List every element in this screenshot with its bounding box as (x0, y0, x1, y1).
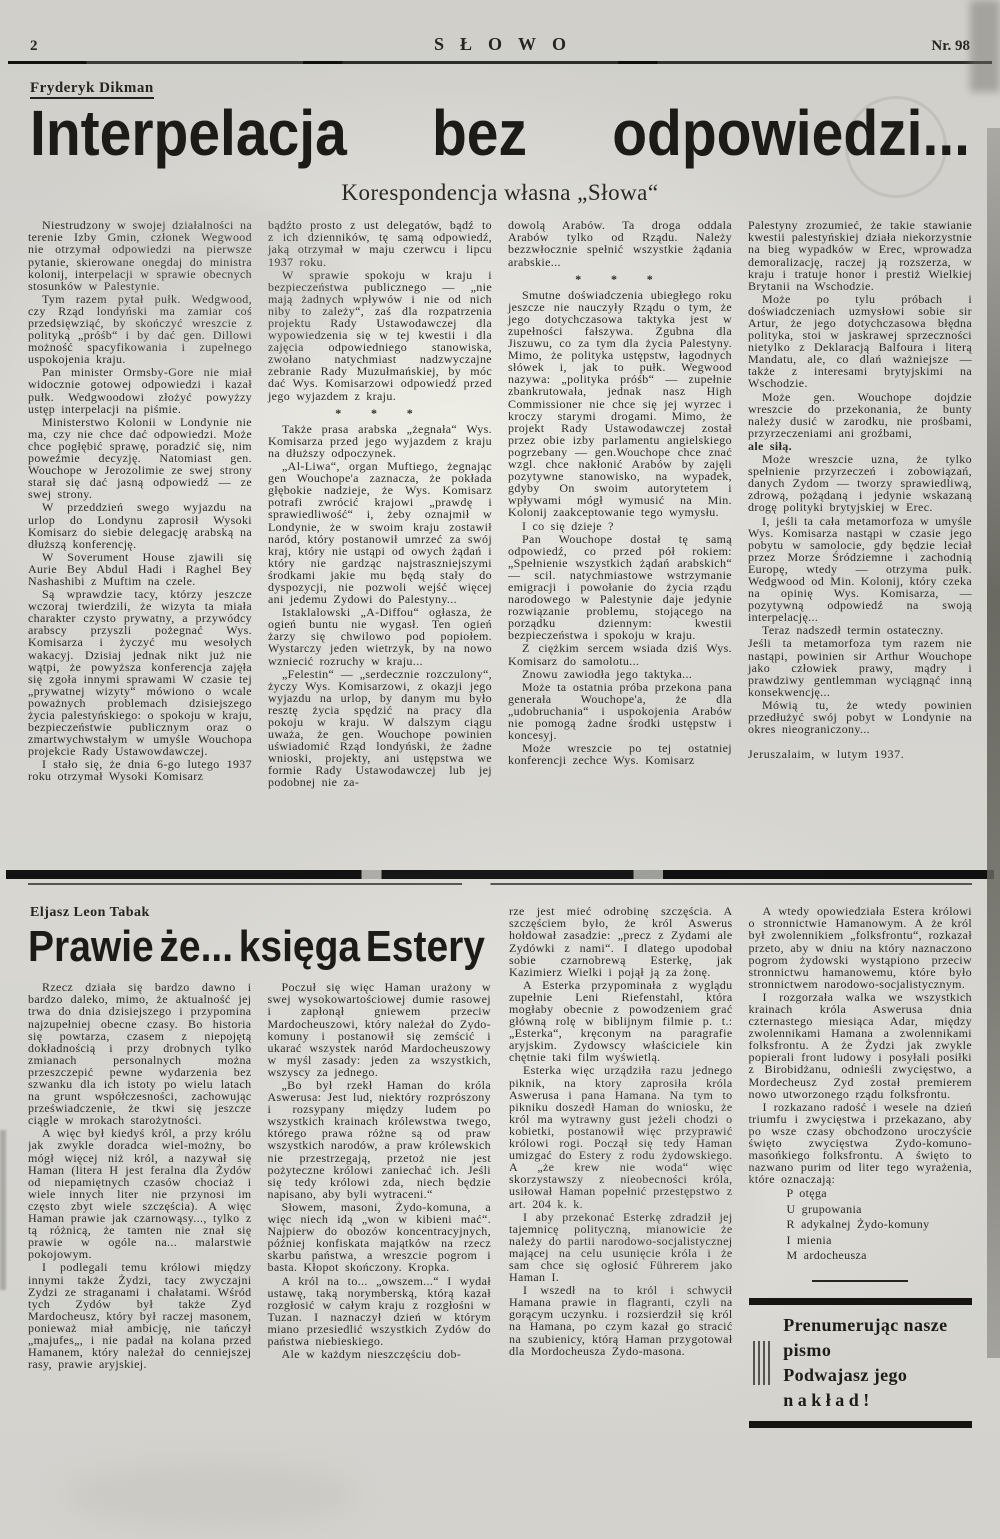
paragraph: P otęga (786, 1186, 827, 1201)
paragraph: ale siłą. (748, 438, 792, 453)
headline-word: Prawie (28, 923, 154, 972)
article2-body (0, 899, 1000, 1465)
paragraph: Może po tylu próbach i doświadczeniach uzmysłowi sobie sir Artur, że jego dotychczasowa błędna polityka, stoi w jaskrawej sprzeczności nietylko z Deklaracją Balfoura i literą Mandatu, ale, co dlań ważniejsze — także z interesami brytyjskimi na Wschodzie. (748, 291, 972, 391)
paragraph: Esterka więc urządziła razu jednego piknik, na ktory zaprosiła króla Aswerusa i pana Hamana. Na tym to pikniku doszedł Haman do wniosku, że król ma wytrawny gust jeżeli chodzi o kobietki, postanowił więc przyprawić królowi rogi. Począł się tedy Haman umizgać do Estery z rodu żydowskiego. A „że krew nie woda“ więc skorzystawszy z nieobecności króla, usiłował Haman popełnić przestępstwo z art. 204 k. k. (509, 1063, 733, 1211)
article2-column-2 (268, 981, 492, 1465)
paragraph: Z ciężkim sercem wsiada dziś Wys. Komisarz do samolotu... (508, 641, 732, 668)
article1-column-4 (748, 219, 972, 861)
paragraph: Palestyny zrozumieć, że takie stawianie kwestii palestyńskiej działa niekorzystnie na bieg wypadków w Erec, wprowadza demoralizację, raczej ją rozszerza, w kraju i tratuje honor i prestiż Wielkiej Brytanii na Wschodzie. (748, 219, 972, 293)
section-divider (6, 870, 994, 879)
paragraph: Smutne doświadczenia ubiegłego roku jeszcze nie nauczyły Rządu o tym, że jego dotychczasowa taktyka jest w zupełności fałszywa. Zgubna dla Jiszuwu, co za tym dla życia Palestyny. Mimo, że polityka ustępstw, łagodnych słówek i, jak to pułk. Wegwood nazywa: „polityka próśb“ — zupełnie zbankrutowała, jednak nasz High Commissioner nie chce się jej wyrzec i kroczy starymi drogami. Mimo, że projekt Rady Ustawodawczej został przez obie izby parlamentu angielskiego pogrzebany — gen.Wouchope chce znać wzgl. chce nakłonić Arabów by zajęli pozytywne stanowisko, na wypadek, gdyby On swoim autorytetem i wpływami mógł wymusić na Min. Kolonij zaakceptowanie tego wymysłu. (508, 287, 732, 520)
headline-word: Interpelacja (30, 97, 347, 170)
paragraph: A wtedy opowiedziała Estera królowi o stronnictwie Hamanowym. A że król był zwolennikiem „folksfrontu“, rozkazał przeto, aby w dniu na który naznaczono pogrom żydowski wystąpiono przeciw stronnictwu hamanowemu, które było stronnictwem narodowo-socjalistycznym. (748, 904, 972, 991)
header-rule (8, 61, 992, 64)
headline-word: bez (431, 97, 528, 170)
paragraph: rze jest mieć odrobinę szczęścia. A szczęściem było, że król Aswerus hołdował zasadzie: „precz z Zydami ale Zydówki z nami“. I dlatego upodobał sobie czarnobrewą Esterkę, jak Kazimierz Wielki i pojął ją za żonę. (509, 904, 733, 979)
article2-right-half (509, 899, 972, 1465)
paragraph: I podlegali temu królowi między innymi także Żydzi, tacy zwyczajni Zydzi ze straganami i chałatami. Wśród tych Zydów był także Zyd Mardocheusz, który był raczej masonem, ponieważ miał ambicję, nie tańczył „majufes„, i nie padał na kolana przed Hamanem, który należał do cenniejszej rasy, prawie aryjskiej. (28, 1260, 252, 1372)
article1-body (0, 219, 1000, 861)
article1-byline: Fryderyk Dikman (30, 80, 154, 99)
article1-byline-row (30, 79, 1000, 97)
article2-left-columns (28, 981, 491, 1465)
paragraph: bądźto prosto z ust delegatów, bądź to z ich dzienników, tę samą odpowiedź, jaką otrzymał w maju czerwcu i lipcu 1937 roku. (268, 219, 492, 269)
article2-right-columns (509, 899, 972, 1465)
article2-column-4 (749, 905, 973, 1264)
ad-content (749, 1305, 973, 1421)
paragraph: Ale w każdym nieszczęściu dob- (281, 1347, 462, 1362)
paragraph: A król na to... „owszem...“ I wydał ustawę, taką norymberską, którą kazał rozgłosić w całym kraju z rozgłośni w Tuzan. I naznaczył dzień w którym miano przesiedlić wszystkich Zydów do państwa niebieskiego. (267, 1273, 491, 1348)
paragraph: Pan Wouchope dostał tę samą odpowiedź, co przed pół rokiem: „Spełnienie wszystkich żądań arabskich“ — scil. natychmiastowe wstrzymanie emigracji i powołanie do życia rządu narodowego w Palestynie daje jedynie rozwiązanie problemu, stojącego na porządku dziennym: kwestii bezpieczeństwa i spokoju w kraju. (508, 531, 732, 643)
paragraph: * * * (335, 405, 425, 420)
paragraph: Jeruszalaim, w lutym 1937. (748, 747, 905, 762)
paragraph: Są wprawdzie tacy, którzy jeszcze wczoraj twierdzili, że wizyta ta miała charakter czysto prywatny, a przywódcy arabscy przyszli pożegnać Wys. Komisarza i życzyć mu wesołych wakacyj. Dzisiaj jednak nikt już nie wątpi, że powyższa konferencja zajęła się zgoła innymi sprawami W czasie tej „prywatnej wizyty“ mówiono o wcale poważnych problemach dzisiejszego życia palestyńskiego: o spokoju w kraju, bezpieczeństwie publicznym oraz o zmartwychwstałym w umyśle Wouchopa projekcie Rady Ustawowdawczej. (28, 587, 252, 759)
paragraph: W przeddzień swego wyjazdu na urlop do Londynu zaprosił Wysoki Komisarz do siebie delegację arabską na dłuższą konferencję. (28, 500, 252, 551)
paragraph: R adykalnej Żydo-komuny (786, 1217, 930, 1232)
paragraph: Znowu zawiodła jego taktyka... (522, 666, 693, 681)
paragraph: Istaklalowski „A-Diffou“ ogłasza, że ogień buntu nie wygasł. Ten ogień żarzy się chwilowo pod popiołem. Wystarczy jeden wietrzyk, by na nowo wzniecić rozruchy w kraju... (268, 605, 492, 668)
paragraph: Tym razem pytał pułk. Wedgwood, czy Rząd londyński ma zamiar coś przedsięwziąć, by skończyć wreszcie z polityką „próśb“ i by dać gen. Dillowi możność spacyfikowania i zupełnego uspokojenia kraju. (28, 291, 252, 367)
article2-left-half (28, 899, 491, 1465)
hatch-decoration (753, 1341, 772, 1385)
paragraph: I mienia (786, 1232, 832, 1247)
paragraph: I stało się, że dnia 6-go lutego 1937 roku otrzymał Wysoki Komisarz (28, 757, 252, 784)
paragraph: Może wreszcie po tej ostatniej konferencji zechce Wys. Komisarz (508, 741, 732, 768)
subscription-ad (749, 1298, 973, 1428)
ad-line2-emphasis: nakład! (783, 1389, 874, 1410)
paragraph: Niestrudzony w swojej działalności na terenie Izby Gmin, członek Wegwood nie otrzymał odpowiedzi na pierwsze pytanie, skierowane onegdaj do ministra kolonij, interpelacji w sprawie obecnych stosunków w Palestynie. (28, 219, 252, 293)
paragraph: I, jeśli ta cała metamorfoza w umyśle Wys. Komisarza nastąpi w czasie jego pobytu w samolocie, gdy będzie leciał przez Morze Śródziemne i zachodnią Europę, wtedy — otrzyma pułk. Wedgwood od Min. Kolonij, który czeka na opinię Wys. Komisarza, — pozytywną odpowiedź na swoją interpelację... (748, 513, 972, 625)
paragraph: Ministerstwo Kolonii w Londynie nie ma, czy nie chce dać odpowiedzi. Może chce pogłębić sprawę, poradzić się, nim poweźmie decyzję. Natomiast gen. Wouchope w Jerozolimie ze swej strony starał się dać jasną odpowiedź — ze swej strony. (28, 414, 252, 502)
article2-column-4-wrap (749, 905, 973, 1465)
scan-smudge (60, 1460, 360, 1530)
issue-number: Nr. 98 (931, 38, 970, 54)
paragraph: Poczuł się więc Haman urażony w swej wysokowartościowej dumie rasowej i zapłonął gniewem przeciw Mardocheuszowi, który należał do Zydo-komuny i postanowił się zemścić i ukarać wszystek naród Mardocheuszowy w myśl zasady: jeden za wszystkich, wszyscy za jednego. (267, 981, 491, 1079)
paragraph: A więc był kiedyś król, a przy królu jak zwykle doradca wiel-możny, bo mógł więcej niż król, a nazywał się Haman (litera H jest feralna dla Żydów od niepamiętnych czasów chociaż i wiele innych liter nie przynosi im często zbyt wiele szczęścia). A więc Haman prawie jak czarnowąsy..., tylko z tą różnicą, że tamten nie znał się prawie w ogóle na... malarstwie pokojowym. (28, 1126, 252, 1262)
paragraph: Może gen. Wouchope dojdzie wreszcie do przekonania, że bunty należy dusić w zarodku, nie prośbami, przyrzeczeniami ani groźbami, (748, 389, 972, 440)
masthead-title: SŁOWO (433, 34, 583, 54)
article1-column-3 (508, 219, 732, 861)
paragraph: dowolą Arabów. Ta droga oddala Arabów tylko od Rządu. Należy bezzwłocznie spełnić wszystkie żądania arabskie... (508, 219, 732, 269)
paragraph: Może wreszcie uzna, że tylko spełnienie przyrzeczeń i zobowiązań, danych Zydom — tworzy sprawiedliwą, zdrową, pożądaną i jedynie wskazaną drogę polityki brytyjskiej w Erec. (748, 452, 972, 515)
paragraph: I co się dzieje ? (522, 518, 614, 533)
ad-line2 (783, 1363, 970, 1413)
article2-column-1 (28, 981, 252, 1465)
headline-word: Estery (365, 923, 485, 972)
paragraph: Mówią tu, że wtedy powinien przedłużyć swój pobyt w Londynie na okres nieograniczony... (748, 697, 972, 737)
paragraph: I wszedł na to król i schwycił Hamana prawie in flagranti, czyli na gorącym uczynku. i rozsierdził się król na Hamana, po czym kazał go stracić na szubienicy, którą Haman przygotował dla Mordocheusza Zydo-masona. (509, 1283, 733, 1358)
headline-word: że... (159, 923, 234, 972)
end-rule (812, 1280, 908, 1282)
paragraph: W Soverument House zjawili się Aurie Bey Abdul Hadi i Raghel Bey Nashashibi z Muftim na czele. (28, 549, 252, 588)
paragraph: Także prasa arabska „żegnała“ Wys. Komisarza przed jego wyjazdem z kraju na dłuższy odpoczynek. (268, 421, 492, 460)
page-number: 2 (30, 38, 38, 54)
paragraph: Rzecz działa się bardzo dawno i bardzo daleko, mimo, że aktualność jej trwa do dnia dzisiejszego i przypomina najzupełniej obecne czasy. Bo historia się powtarza, czasem z niepojętą dokładnością i przy drobnych tylko zmianach personalnych można przeszczepić pewne wydarzenia bez szwanku dla ich istoty po wielu latach na grunt współczesności, zachowując przeświadczenie, że tkwi się jeszcze ciągle w mrokach starożytności. (28, 981, 252, 1128)
paragraph: „Bo był rzekł Haman do króla Aswerusa: Jest lud, niektóry rozprószony i rozsypany między ludem po wszystkich krainach królewstwa twego, którego prawa różne są od praw wszystkich narodów, a praw królewskich nie przestrzegają, przetoż nie jest pożyteczne królowi zaniechać ich. Jeśli się tedy królowi zda, niech będzie napisano, aby byli wytraceni.“ (267, 1078, 491, 1201)
article1-subtitle: Korespondencja własna „Słowa“ (341, 180, 659, 206)
article2-column-3 (509, 905, 733, 1465)
article1-title (30, 97, 970, 170)
paragraph: I rozkazano radość i wesele na dzień triumfu i zwycięstwa i przekazano, aby po wsze czasy obchodzono uroczyście święto zwycięstwa Zydo-komuno-masońkiego folksfrontu. A święto to nazwano purim od liter tego wyrażenia, które oznaczają: (748, 1099, 972, 1187)
paragraph: Może ta ostatnia próba przekona pana generała Wouchope'a, że dla „udobruchania“ i uspokojenia Arabów nie pomogą żadne środki ustępstw i koncesyj. (508, 679, 732, 743)
headline-word: księga (238, 923, 361, 972)
article1-column-1 (28, 219, 252, 861)
ad-bottom-bar (749, 1421, 973, 1428)
article2-byline: Eljasz Leon Tabak (30, 905, 150, 921)
page-header (0, 0, 1000, 59)
paragraph: „Felestin“ — „serdecznie rozczulony“, życzy Wys. Komisarzowi, z okazji jego wyjazdu na urlop, by danym mu było resztę życia spędzić na pracy dla pokoju w kraju. W dalszym ciągu uważa, że gen. Wouchope powinien uświadomić Rząd londyński, że żadne wnioski, projekty, ani ustępstwa we formie Rady Ustawodawczej lub jej podobnej nie za- (268, 666, 492, 790)
paragraph: I aby przekonać Esterkę zdradził jej tajemnicę polityczną, mianowicie że należy do partii narodowo-socjalistycznej mającej na celu usunięcie króla i że sam chce się ogłosić Führerem jako Haman I. (509, 1209, 733, 1285)
ad-line1: Prenumerując nasze pismo (783, 1314, 948, 1360)
paragraph: M ardocheusza (786, 1248, 867, 1263)
ad-top-bar (749, 1298, 973, 1305)
section-divider-thin (28, 883, 972, 885)
paragraph: Słowem, masoni, Żydo-komuna, a więc niech idą „won w kibieni mać“. Najpierw do obozów koncentracyjnych, później konfiskata majątków na rzecz skarbu państwa, a wreszcie pogrom i basta. Kłopot skończony. Kropka. (267, 1199, 491, 1275)
ad-text (783, 1313, 970, 1413)
paragraph: A Esterka przypominała z wyglądu zupełnie Leni Riefenstahl, która mogłaby obecnie z powodzeniem grać główną rolę w biblijnym filmie p. t.: „Esterka“, kręconym na paragrafie aryjskim. Zydowscy właściciele kin chętnie taki film wyświetlą. (509, 977, 733, 1065)
paragraph: Teraz nadszedł termin ostateczny. (762, 623, 944, 638)
paragraph: Jeśli ta metamorfoza tym razem nie nastąpi, powinien sir Arthur Wouchope jako człowiek prawy, mądry i prawdziwy gentlemman wyciągnąć inną konsekwencję... (748, 636, 972, 699)
article2-title (28, 923, 485, 972)
paragraph: * * * (575, 271, 665, 286)
ad-line2-prefix: Podwajasz jego (783, 1364, 908, 1385)
paragraph: W sprawie spokoju w kraju i bezpieczeństwa publicznego — „nie mają żadnych wpływów i nie od nich niby to zależy“, zaś dla rozpatrzenia projektu Rady Ustawodawczej dla wypowiedzenia się w tej kwestii i dla zajęcia odpowiedniego stanowiska, zwołano natychmiast nadzwyczajne zebranie Rady Muzułmańskiej, by móc dać Wys. Komisarzowi odpowiedź przed jego wyjazdem z kraju. (268, 267, 492, 403)
paragraph: Pan minister Ormsby-Gore nie miał widocznie gotowej odpowiedzi i kazał pułk. Wedgwoodowi złożyć powyżzy ustęp interpelacji na piśmie. (28, 365, 252, 416)
paragraph: I rozgorzała walka we wszystkich krainach króla Aswerusa dnia czternastego miesiąca Adar, między zwolennikami Hamana a zwolennikami folksfrontu. A że Żydzi jak zwykle popierali front ludowy i posyłali posiłki z Birobidżanu, odnieśli zwycięstwo, a Mordecheusz Zyd został premierem nowo utworzonego rządu folksfrontu. (748, 989, 972, 1101)
headline-word: odpowiedzi... (612, 97, 970, 170)
paragraph: „Al-Liwa“, organ Muftiego, żegnając gen Wouchope'a zaznacza, że pokłada głębokie nadzieje, że Wys. Komisarz potrafi zwrócić krajowi „prawdę i sprawiedliwość“ i, żeby oznajmił w Londynie, że w swoim kraju zostawił naród, który postanowił umrzeć za swój kraj, który nie ustąpi od owych żądań i który nie gardząc najstraszniejszymi środkami jakie mu będą stały do dyspozycji, nie pozwoli wejść więcej ani jedemu Zydowi do Palestyny... (268, 459, 492, 607)
article1-column-2 (268, 219, 492, 861)
paragraph: U grupowania (786, 1201, 862, 1216)
